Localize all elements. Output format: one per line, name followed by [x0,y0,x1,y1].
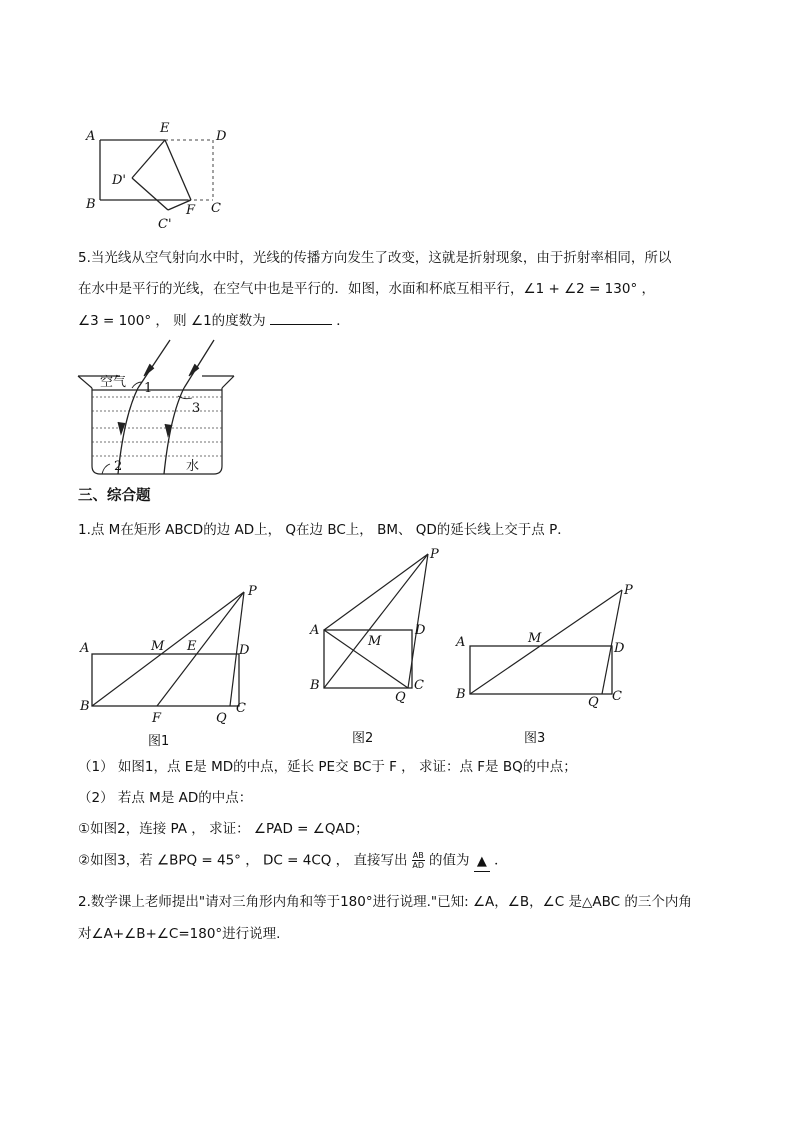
q5-line3-end: ． [336,313,350,329]
fig2-label-b: B [310,678,320,693]
cup-right-flare [222,376,234,388]
p1-figure-1 [76,578,262,748]
label-water: 水 [186,459,200,474]
fig1-label-a: A [80,641,90,656]
fraction-numerator: AB [412,851,424,860]
fig3-label-m: M [528,631,542,646]
fig2-line-pa [324,554,428,630]
fraction-denominator: AD [412,861,425,870]
p1-stem: 1.点 M在矩形 ABCD的边 AD上， Q在边 BC上， BM、 QD的延长线上交于点 P． [78,522,571,538]
cup-refraction-figure [74,336,244,480]
label-b: B [86,197,96,212]
p1-part-1: （1） 如图1，点 E是 MD的中点，延长 PE交 BC于 F ， 求证：点 F是 BQ的中点； [78,759,577,775]
fig1-svg [76,578,262,748]
label-d-prime: D' [112,173,126,188]
answer-blank [270,312,332,325]
fig1-line-pf [157,592,244,706]
fig1-label-q: Q [216,711,227,726]
q5-line3-text: ∠3 = 100° ， 则 ∠1的度数为 [78,313,266,329]
fig1-rectangle [92,654,239,706]
cup-left-flare [78,376,92,388]
edge-ed-prime [132,140,165,178]
fig2-line-aq [324,630,408,688]
fig3-label-b: B [456,687,466,702]
folded-rectangle-svg [80,118,240,233]
fig1-label-c: C [236,701,246,716]
fig1-label-m: M [151,639,165,654]
label-angle-3: 3 [192,401,201,416]
fig2-label-d: D [415,623,426,638]
p2-line-2: 对∠A+∠B+∠C=180°进行说理. [78,926,281,942]
p1-sub-2 [78,851,508,872]
fig1-label-f: F [152,711,162,726]
p1-sub-2-text: ②如图3，若 ∠BPQ = 45° ， DC = 4CQ ， 直接写出 [78,852,408,869]
fig1-label-p: P [248,584,257,599]
fig2-line-pq [408,554,428,688]
crease-ef [165,140,191,200]
section-3-title: 三、综合题 [78,488,151,504]
fig1-label-b: B [80,699,90,714]
q5-line2: 在水中是平行的光线，在空气中也是平行的．如图，水面和杯底互相平行，∠1 + ∠2 = 130° ， [78,281,655,297]
edge-dp-cp [132,178,168,210]
fig2-label-q: Q [395,690,406,705]
ray-right-incident [184,340,214,388]
q5-line3 [78,312,350,330]
p2-line-1: 2.数学课上老师提出"请对三角形内角和等于180°进行说理."已知: ∠A，∠B，∠C 是△ABC 的三个内角 [78,894,692,910]
fig1-line-bp [92,592,244,706]
label-angle-1: 1 [144,381,153,396]
fig3-label-p: P [624,583,633,598]
fig2-svg [304,544,454,750]
label-angle-2: 2 [114,459,123,474]
cup-svg [74,336,244,480]
fig3-label-c: C [612,689,622,704]
label-d: D [216,129,227,144]
fig3-label-d: D [614,641,625,656]
fig3-caption: 图3 [524,731,546,746]
label-c-prime: C' [158,217,172,232]
label-air: 空气 [100,375,127,390]
label-e: E [160,121,170,136]
cup-bottom [92,466,222,474]
p1-sub-2-value-text: 的值为 [429,852,470,869]
p1-sub-2-end: ． [494,852,508,869]
label-a: A [86,129,96,144]
folded-rectangle-figure [80,118,240,233]
p1-part-2: （2） 若点 M是 AD的中点： [78,790,253,806]
fig3-rectangle [470,646,612,694]
answer-triangle-blank: ▲ [474,853,490,872]
fig2-label-m: M [368,634,382,649]
p1-figure-2 [304,544,454,750]
fig2-label-a: A [310,623,320,638]
fig1-label-e: E [187,639,197,654]
fig1-caption: 图1 [148,734,170,748]
q5-line1: 5.当光线从空气射向水中时，光线的传播方向发生了改变，这就是折射现象，由于折射率相同，所以 [78,250,672,266]
angle-2-arc [102,464,110,474]
fig2-label-c: C [414,678,424,693]
fig1-label-d: D [239,643,250,658]
fig3-label-a: A [456,635,466,650]
ab-over-ad-fraction [412,851,425,870]
label-f: F [186,203,196,218]
label-c: C [211,201,221,216]
fig2-label-p: P [430,547,439,562]
ray-left-incident [138,340,170,388]
fig3-svg [452,578,648,750]
fig3-label-q: Q [588,695,599,710]
fig3-line-bp [470,590,622,694]
p1-figure-3 [452,578,648,750]
p1-sub-1: ①如图2，连接 PA ， 求证： ∠PAD = ∠QAD； [78,821,369,837]
fig2-caption: 图2 [352,731,374,746]
